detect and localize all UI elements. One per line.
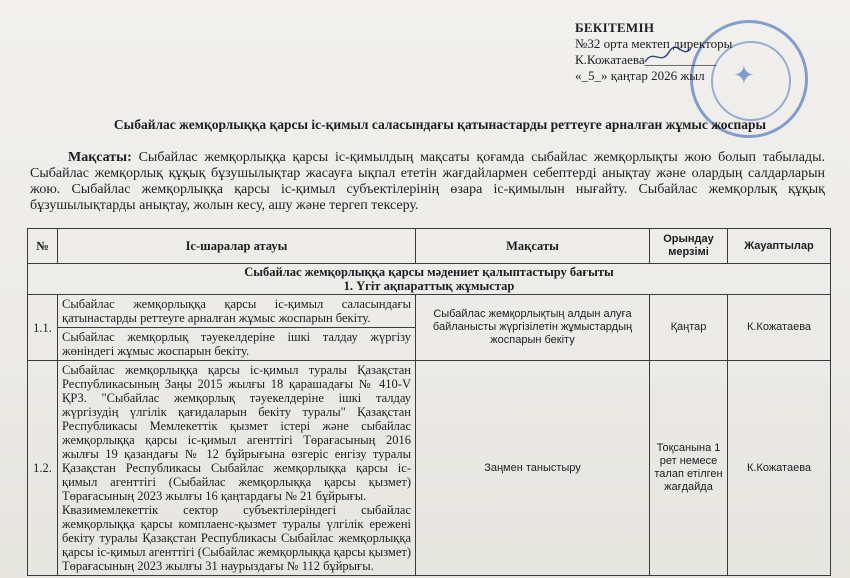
table-row bbox=[28, 295, 831, 328]
activity-cell: Сыбайлас жемқорлыққа қарсы іс-қимыл саласындағы қатынастарды реттеуге арналған жұмыс жоспарын бекіту. bbox=[58, 295, 416, 328]
activity-cell: Сыбайлас жемқорлыққа қарсы іс-қимыл туралы Қазақстан Республикасының Заңы 2015 жылғы 18 қарашадағы № 410-V ҚРЗ. "Сыбайлас жемқорлық тәуекелдеріне ішкі талдау жүргізудің үлгілік қағидаларын бекіту туралы" Қазақстан Республикасы Мемлекеттік қызмет істері және сыбайлас жемқорлыққа қарсы іс-қимыл агенттігі Төрағасының 2016 жылғы 19 қазандағы № 12 бұйрығына өзгеріс енгізу туралы Қазақстан Республикасы Сыбайлас жемқорлыққа қарсы іс-қимыл агенттігі (Сыбайлас жемқорлыққа қарсы қызмет) Төрағасының 2023 жылғы 16 қаңтардағы № 21 бұйрығы. Квазимемлекеттік сектор субъектілеріндегі сыбайлас жемқорлыққа қарсы комплаенс-қызмет туралы үлгілік ережені бекіту туралы Қазақстан Республикасы Сыбайлас жемқорлыққа қарсы іс-қимыл агенттігі (Сыбайлас жемқорлыққа қарсы қызмет) Төрағасының 2023 жылғы 31 наурыздағы № 112 бұйрығы. bbox=[58, 361, 416, 576]
official-seal-icon: ✦ bbox=[690, 20, 808, 138]
responsible-cell: К.Кожатаева bbox=[728, 361, 831, 576]
header-num: № bbox=[28, 229, 58, 264]
activity-cell: Сыбайлас жемқорлық тәуекелдеріне ішкі талдау жүргізу жөніндегі жұмыс жоспарын бекіту. bbox=[58, 328, 416, 361]
table-row bbox=[28, 361, 831, 576]
approval-position: №32 орта мектеп директоры bbox=[575, 36, 733, 51]
responsible-cell: К.Кожатаева bbox=[728, 295, 831, 361]
row-number: 1.2. bbox=[28, 361, 58, 576]
table-header-row bbox=[28, 229, 831, 264]
document-title: Сыбайлас жемқорлыққа қарсы іс-қимыл саласындағы қатынастарды реттеуге арналған жұмыс жоспары bbox=[113, 117, 767, 132]
approval-name: К.Кожатаева___________ bbox=[575, 52, 717, 67]
term-cell: Тоқсанына 1 рет немесе талап етілген жағдайда bbox=[650, 361, 728, 576]
goal-cell: Сыбайлас жемқорлықтың алдын алуға байланысты жүргізілетін жұмыстардың жоспарын бекіту bbox=[416, 295, 650, 361]
section-row bbox=[28, 264, 831, 295]
header-responsible: Жауаптылар bbox=[728, 229, 831, 264]
plan-table bbox=[27, 228, 831, 576]
header-term: Орындау мерзімі bbox=[650, 229, 728, 264]
section-title: Сыбайлас жемқорлыққа қарсы мәдениет қалыптастыру бағыты bbox=[244, 265, 614, 279]
purpose-text: Сыбайлас жемқорлыққа қарсы іс-қимылдың мақсаты қоғамда сыбайлас жемқорлықты жою болып табылады. Сыбайлас жемқорлық құқық бұзушылықтар жасауға ықпал ететін жағдайлармен себептерді анықтау және олардың салдарларын жою. Сыбайлас жемқорлыққа қарсы іс-қимыл субъектілерінің өзара іс-қимылын нығайту. Сыбайлас жемқорлық құқық бұзушылықтарды анықтау, жолын кесу, ашу және тергеп тексеру. bbox=[30, 150, 826, 213]
row-number: 1.1. bbox=[28, 295, 58, 361]
purpose-label: Мақсаты: bbox=[68, 150, 132, 165]
header-activity: Іс-шаралар атауы bbox=[58, 229, 416, 264]
term-cell: Қаңтар bbox=[650, 295, 728, 361]
header-goal: Мақсаты bbox=[416, 229, 650, 264]
approval-title: БЕКІТЕМІН bbox=[575, 20, 655, 35]
goal-cell: Заңмен таныстыру bbox=[416, 361, 650, 576]
purpose-paragraph bbox=[30, 150, 825, 214]
approval-date: «_5_» қаңтар 2026 жыл bbox=[575, 68, 705, 83]
approval-block bbox=[575, 20, 795, 84]
subsection-title: 1. Үгіт ақпараттық жұмыстар bbox=[343, 279, 515, 293]
